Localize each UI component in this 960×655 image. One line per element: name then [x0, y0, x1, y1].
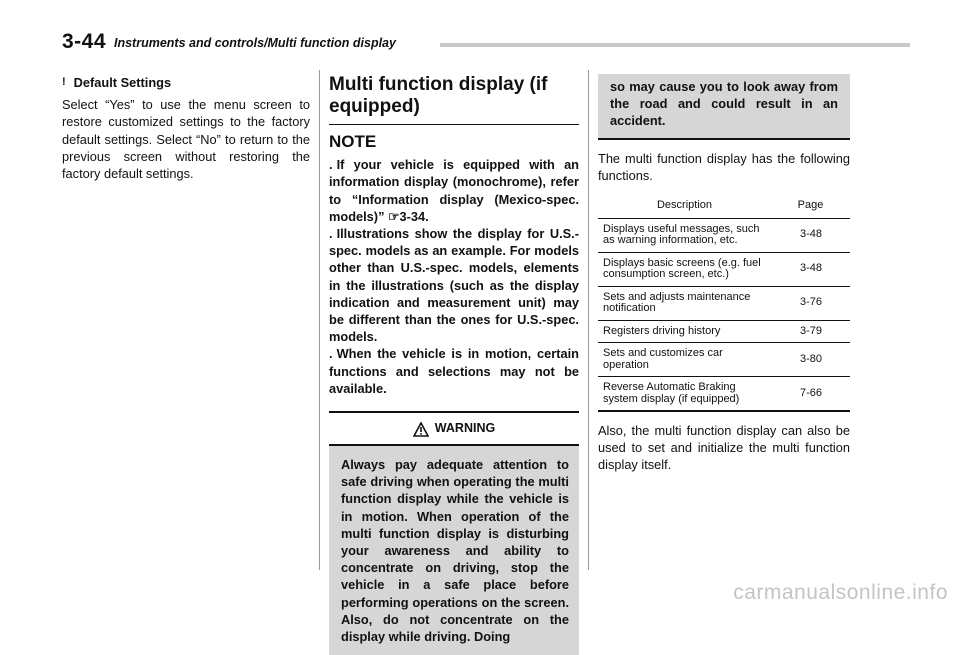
table-row: Displays basic screens (e.g. fuel consumption screen, etc.) 3-48	[598, 252, 850, 286]
column-3	[598, 74, 850, 474]
bullet-dot-icon: .	[329, 346, 333, 362]
default-settings-heading	[62, 74, 310, 91]
table-row: Reverse Automatic Braking system display (if equipped) 7-66	[598, 377, 850, 412]
subheading-text: Default Settings	[73, 75, 172, 90]
bullet-icon: !	[62, 76, 66, 88]
note-item: . Illustrations show the display for U.S.-spec. models as an example. For models other than U.S.-spec. models, elements in the illustrations (such as the display indication and measurement unit) may be different than the ones for U.S.-spec. models.	[329, 226, 579, 345]
column-divider-2	[588, 70, 589, 570]
warning-continuation: so may cause you to look away from the road and could result in an accident.	[598, 74, 850, 140]
column-header-page: Page	[771, 196, 850, 218]
table-row: Sets and adjusts maintenance notification 3-76	[598, 286, 850, 320]
header-rule	[440, 43, 910, 47]
table-row: Sets and customizes car operation 3-80	[598, 343, 850, 377]
functions-outro: Also, the multi function display can also be used to set and initialize the multi function display itself.	[598, 423, 850, 473]
page-header	[62, 30, 850, 54]
bullet-dot-icon: .	[329, 157, 333, 173]
column-divider-1	[319, 70, 320, 570]
note-item: . If your vehicle is equipped with an information display (monochrome), refer to “Information display (Mexico-spec. models)” ☞3-34.	[329, 157, 579, 224]
functions-table	[598, 196, 850, 412]
note-title: NOTE	[329, 132, 377, 151]
functions-intro: The multi function display has the following functions.	[598, 150, 850, 183]
default-settings-body: Select “Yes” to use the menu screen to restore customized settings to the factory default settings. Select “No” to return to the previous screen without restoring the factory default settings.	[62, 97, 310, 182]
table-row: Displays useful messages, such as warning information, etc. 3-48	[598, 218, 850, 252]
page-number: 3-44	[62, 30, 107, 53]
warning-header	[329, 411, 579, 446]
watermark: carmanualsonline.info	[733, 581, 948, 604]
warning-label: WARNING	[434, 421, 496, 436]
column-2	[329, 74, 579, 655]
column-1	[62, 74, 310, 182]
section-title: Multi function display (if equipped)	[329, 74, 579, 125]
warning-text: Always pay adequate attention to safe driving when operating the multi function display while the vehicle is in motion. When operation of the multi function display is disturbing your awareness and ability to concentrate on driving, stop the vehicle in a safe place before performing operations on the screen. Also, do not concentrate on the display while driving. Doing	[329, 446, 579, 655]
note-item: . When the vehicle is in motion, certain functions and selections may not be available.	[329, 346, 579, 396]
bullet-dot-icon: .	[329, 226, 333, 242]
column-header-description: Description	[598, 196, 771, 218]
chapter-title: Instruments and controls/Multi function display	[114, 36, 396, 50]
table-row: Registers driving history 3-79	[598, 320, 850, 343]
warning-triangle-icon	[413, 422, 429, 437]
